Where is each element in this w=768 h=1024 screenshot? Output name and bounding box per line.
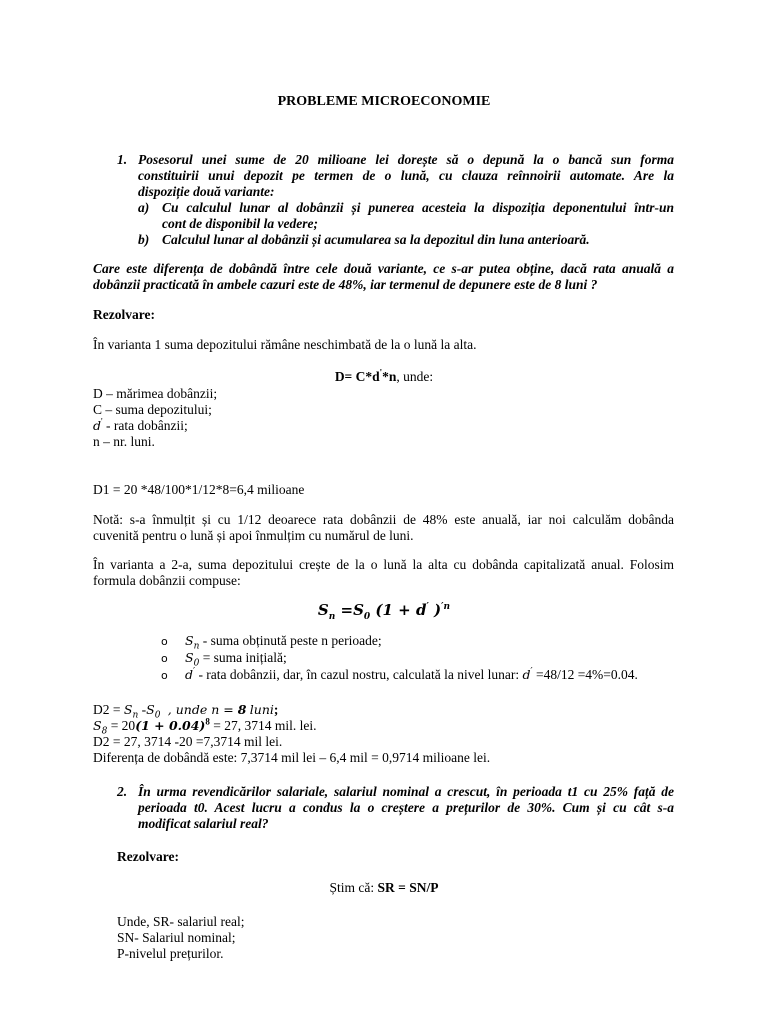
problem-2-line-2: perioada t0. Acest lucru a condus la o creștere a prețurilor de 30%. Cum și cu cât s-a — [138, 800, 674, 815]
problem-2-number: 2. — [117, 784, 128, 799]
problem-1-line-3: dispoziție două variante: — [138, 184, 275, 199]
bullet-rate: d′ - rata dobânzii, dar, în cazul nostru, calculată la nivel lunar: d′ =48/12 =4%=0.04. — [185, 666, 638, 682]
solution-heading-2: Rezolvare: — [117, 849, 179, 864]
definition-d: D – mărimea dobânzii; — [93, 386, 218, 401]
option-a-line-1: Cu calculul lunar al dobânzii și punerea acesteia la dispoziția deponentului într-un — [162, 200, 674, 215]
option-a-label: a) — [138, 200, 150, 215]
solution-heading-1: Rezolvare: — [93, 307, 155, 322]
variant-2-line-1: În varianta a 2-a, suma depozitului crește de la o lună la alta cu dobânda capitalizată anual. Folosim — [93, 557, 674, 572]
problem-2-line-3: modificat salariul real? — [138, 816, 269, 831]
formula-real-wage: Știm că: SR = SN/P — [329, 880, 439, 895]
definition-sr: Unde, SR- salariul real; — [117, 914, 245, 929]
definition-c: C – suma depozitului; — [93, 402, 212, 417]
page-title: PROBLEME MICROECONOMIE — [277, 94, 491, 109]
d2-result: D2 = 27, 3714 -20 =7,3714 mil lei. — [93, 734, 283, 749]
definition-rate: d' - rata dobânzii; — [93, 416, 188, 433]
d1-calculation: D1 = 20 *48/100*1/12*8=6,4 milioane — [93, 482, 305, 497]
note-line-1: Notă: s-a înmulțit și cu 1/12 deoarece rata dobânzii de 48% este anuală, iar noi calculăm dobânda — [93, 512, 674, 527]
problem-1-line-2: constituirii unui depozit pe termen de o lună, cu clauza reînnoirii automate. Are la — [138, 168, 674, 183]
formula-compound: $S_n =S_0$ (1 + d′ )$^{'n}$ — [317, 601, 451, 622]
d2-definition: $D2 = S_n$ $-S_0$ , unde n = 8 luni; — [93, 702, 279, 721]
problem-1-line-1: Posesorul unei sume de 20 milioane lei dorește să o depună la o bancă sun forma — [138, 152, 674, 167]
problem-1-number: 1. — [117, 152, 128, 167]
option-b-line-1: Calculul lunar al dobânzii și acumularea sa la depozitul din luna anterioară. — [162, 232, 590, 247]
note-line-2: cuvenită pentru o lună și apoi înmulțim cu numărul de luni. — [93, 528, 414, 543]
problem-2-line-1: În urma revendicărilor salariale, salariul nominal a crescut, în perioada t1 cu 25% față de — [138, 784, 674, 799]
bullet-s0: $S_0$ = suma inițială; — [185, 650, 287, 669]
question-line-2: dobânzii practicată în ambele cazuri este de 48%, iar termenul de depunere este de 8 luni ? — [93, 277, 598, 292]
bullet-icon: o — [161, 635, 168, 648]
bullet-icon: o — [161, 652, 168, 665]
variant-2-line-2: formula dobânzii compuse: — [93, 573, 241, 588]
definition-n: n – nr. luni. — [93, 434, 155, 449]
question-line-1: Care este diferența de dobândă între cele două variante, ce s-ar putea obține, dacă rata anuală a — [93, 261, 674, 276]
bullet-sn: $S_n$ - suma obținută peste n perioade; — [185, 633, 382, 652]
definition-p: P-nivelul prețurilor. — [117, 946, 224, 961]
option-b-label: b) — [138, 232, 150, 247]
definition-sn: SN- Salariul nominal; — [117, 930, 236, 945]
variant-1-text: În varianta 1 suma depozitului rămâne neschimbată de la o lună la alta. — [93, 337, 477, 352]
option-a-line-2: cont de disponibil la vedere; — [162, 216, 318, 231]
s8-calculation: $S_8 = 20(1 + 0.04)^8 = 27$, 3714 mil. lei. — [93, 716, 317, 737]
bullet-icon: o — [161, 669, 168, 682]
formula-interest: D= C*d'*n, unde: — [334, 367, 434, 384]
difference-result: Diferența de dobândă este: 7,3714 mil lei – 6,4 mil = 0,9714 milioane lei. — [93, 750, 491, 765]
